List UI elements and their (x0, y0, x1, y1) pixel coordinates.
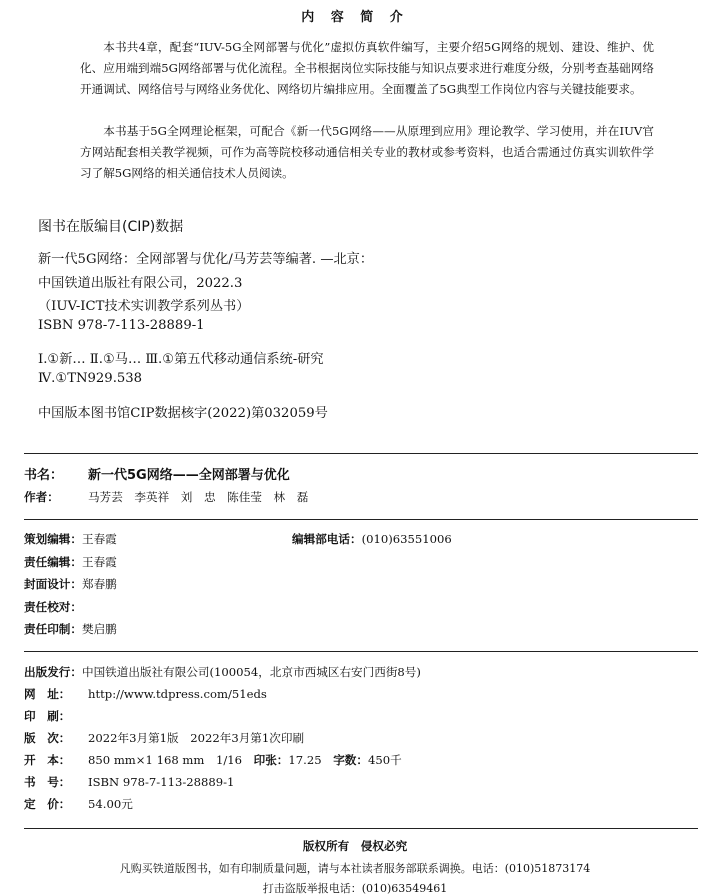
divider-middle (24, 519, 698, 520)
divider-lower (24, 651, 698, 652)
word-count-label: 字数： (333, 753, 368, 767)
cip-line-7: 中国版本图书馆CIP数据核字(2022)第032059号 (38, 406, 328, 421)
book-title-value: 新一代5G网络——全网部署与优化 (88, 468, 290, 483)
planning-editor-row (24, 531, 117, 547)
dept-phone-value: (010)63551006 (361, 532, 452, 546)
printer-label: 印 刷： (24, 709, 71, 723)
publisher-row (24, 664, 421, 680)
sheets-label: 印张： (253, 753, 289, 767)
print-supervisor-row (24, 621, 117, 637)
cip-line-4: ISBN 978-7-113-28889-1 (38, 318, 205, 333)
cip-line-5: Ⅰ.①新… Ⅱ.①马… Ⅲ.①第五代移动通信系统-研究 (38, 352, 324, 367)
piracy-hotline: 打击盗版举报电话：(010)63549461 (262, 882, 448, 895)
print-supervisor-label: 责任印制： (24, 622, 82, 636)
edition-label: 版 次： (24, 731, 71, 745)
edition-row (24, 730, 304, 746)
intro-paragraph-1: 本书共4章，配套“IUV-5G全网部署与优化”虚拟仿真软件编写，主要介绍5G网络的规划、建设、维护、优化、应用端到端5G网络部署与优化流程。全书根据岗位实际技能与知识点要求进行难度分级，分别考查基础网络开通调试、网络信号与网络业务优化、网络切片编排应用。全面覆盖了5G典型工作岗位内容与关键技能要求。 (80, 40, 654, 96)
proofreader-label: 责任校对： (24, 600, 82, 614)
price-row (24, 796, 133, 812)
word-count-value: 450千 (368, 753, 402, 767)
cip-line-2: 中国铁道出版社有限公司，2022.3 (38, 276, 243, 291)
proofreader-row (24, 599, 82, 615)
cover-design-value: 郑春鹏 (81, 577, 117, 591)
copyright-notice: 版权所有 侵权必究 (302, 839, 408, 853)
dept-phone-label: 编辑部电话： (292, 532, 362, 546)
author-value: 马芳芸 李英祥 刘 忠 陈佳莹 林 磊 (88, 490, 309, 504)
publisher-value: 中国铁道出版社有限公司(100054，北京市西城区右安门西街8号) (81, 665, 421, 679)
cip-line-3: （IUV-ICT技术实训教学系列丛书） (38, 299, 250, 314)
website-value: http://www.tdpress.com/51eds (88, 687, 267, 701)
print-supervisor-value: 樊启鹏 (81, 622, 117, 636)
price-value: 54.00元 (88, 797, 133, 811)
cip-line-6: Ⅳ.①TN929.538 (38, 371, 143, 386)
quality-notice: 凡购买铁道版图书，如有印制质量问题，请与本社读者服务部联系调换。电话：(010)51873174 (119, 862, 591, 875)
book-title-row (24, 464, 290, 483)
publisher-label: 出版发行： (24, 665, 82, 679)
printer-row (24, 708, 88, 724)
cip-line-1: 新一代5G网络：全网部署与优化/马芳芸等编著. —北京： (38, 252, 374, 267)
author-row (24, 489, 308, 505)
responsible-editor-label: 责任编辑： (24, 555, 82, 569)
responsible-editor-value: 王春霞 (81, 555, 117, 569)
book-title-label: 书名： (24, 468, 64, 483)
isbn-row (24, 774, 234, 790)
cover-design-label: 封面设计： (24, 577, 82, 591)
responsible-editor-row (24, 554, 117, 570)
divider-bottom (24, 828, 698, 829)
format-value: 850 mm×1 168 mm 1/16 (88, 753, 254, 767)
intro-paragraph-2: 本书基于5G全网理论框架，可配合《新一代5G网络——从原理到应用》理论教学、学习使用，并在IUV官方网站配套相关教学视频，可作为高等院校移动通信相关专业的教材或参考资料，也适合需通过仿真实训软件学习了解5G网络的相关通信技术人员阅读。 (80, 124, 654, 180)
isbn-label: 书 号： (24, 775, 71, 789)
cover-design-row (24, 576, 117, 592)
website-row (24, 686, 267, 702)
author-label: 作者： (24, 490, 59, 504)
price-label: 定 价： (24, 797, 71, 811)
cip-heading: 图书在版编目(CIP)数据 (38, 219, 184, 235)
intro-title: 内 容 简 介 (301, 10, 409, 25)
edition-value: 2022年3月第1版 2022年3月第1次印刷 (88, 731, 305, 745)
sheets-value: 17.25 (288, 753, 334, 767)
isbn-value: ISBN 978-7-113-28889-1 (88, 775, 235, 789)
planning-editor-value: 王春霞 (81, 532, 117, 546)
format-row (24, 752, 402, 768)
dept-phone-row (292, 531, 452, 547)
website-label: 网 址： (24, 687, 71, 701)
format-label: 开 本： (24, 753, 71, 767)
planning-editor-label: 策划编辑： (24, 532, 82, 546)
divider-top (24, 453, 698, 454)
